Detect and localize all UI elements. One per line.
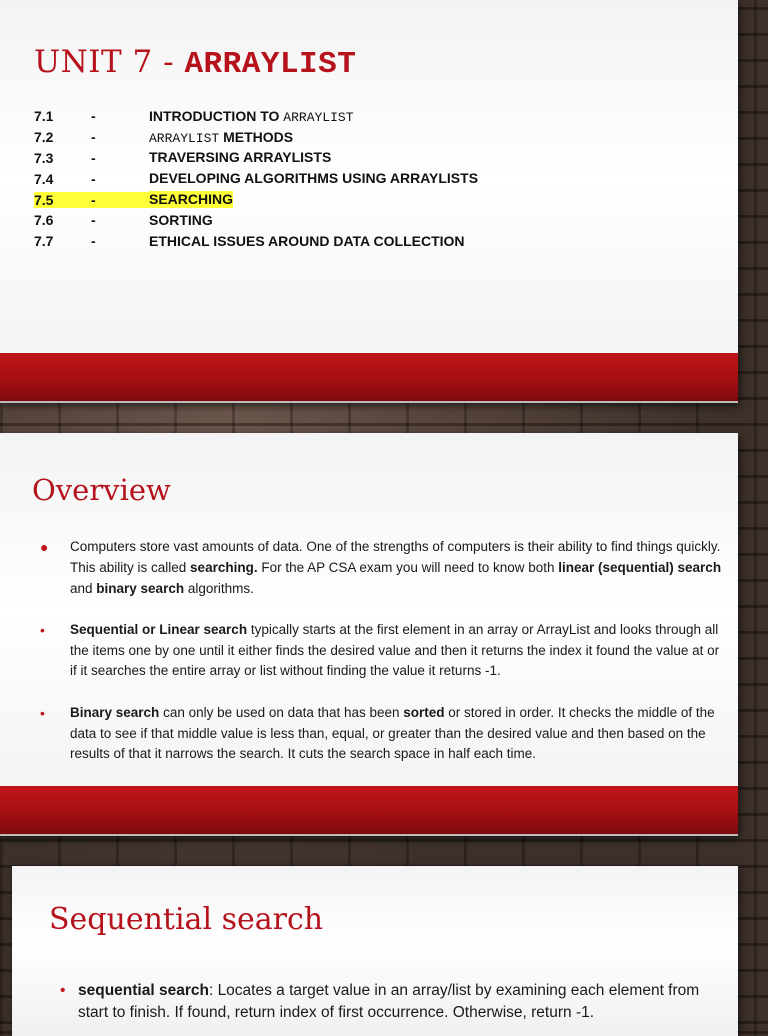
toc-label: DEVELOPING ALGORITHMS USING ARRAYLISTS — [149, 170, 479, 187]
toc-number: 7.1 — [34, 108, 54, 125]
toc-dash: - — [91, 129, 96, 146]
toc-dash: - — [91, 233, 96, 250]
toc-number: 7.7 — [34, 233, 54, 250]
toc-label: TRAVERSING ARRAYLISTS — [149, 149, 332, 166]
table-of-contents — [34, 106, 594, 252]
bullet-dot-icon: • — [40, 704, 45, 721]
red-footer-band — [0, 353, 738, 401]
toc-dash: - — [91, 170, 96, 187]
bullet-item: • sequential search: Locates a target value in an array/list by examining each element from start to finish. If found, return index of first occurrence. Otherwise, return -1. — [60, 982, 700, 1021]
toc-dash: - — [91, 108, 96, 125]
slide-overview — [0, 433, 738, 836]
toc-dash: - — [91, 192, 149, 208]
toc-dash: - — [91, 212, 96, 229]
toc-number: 7.3 — [34, 149, 54, 166]
red-footer-band — [0, 786, 738, 834]
toc-row-7-7 — [34, 231, 594, 252]
toc-row-7-4 — [34, 168, 594, 189]
toc-row-7-5-highlighted — [34, 189, 594, 210]
bullet-item: • Binary search can only be used on data that has been sorted or stored in order. It checks the middle of the data to see if that middle value is less than, equal, or greater than the desired value and then based on the results of that it narrows the search. It cuts the search space in half each time. — [40, 704, 715, 762]
slide-title: Overview — [32, 473, 171, 507]
toc-number: 7.6 — [34, 212, 54, 229]
toc-label: ETHICAL ISSUES AROUND DATA COLLECTION — [149, 232, 465, 249]
slide-unit7-title — [0, 0, 738, 403]
bullet-dot-icon: ● — [40, 539, 49, 555]
toc-row-7-3 — [34, 148, 594, 169]
bullet-item: ● Computers store vast amounts of data. One of the strengths of computers is their ability to find things quickly. This ability is called searching. For the AP CSA exam you will need to know both linear (sequential) search and binary search algorithms. — [40, 539, 722, 596]
bullet-dot-icon: • — [60, 982, 66, 999]
toc-label: SORTING — [149, 211, 213, 228]
bullet-list — [34, 537, 724, 786]
toc-dash: - — [91, 149, 96, 166]
toc-number: 7.4 — [34, 170, 54, 187]
toc-row-7-2 — [34, 127, 594, 148]
toc-label: SEARCHING — [149, 191, 234, 208]
bullet-dot-icon: • — [40, 621, 45, 638]
unit-title: UNIT 7 - ARRAYLIST — [34, 44, 357, 82]
toc-number: 7.2 — [34, 129, 54, 146]
toc-row-7-1 — [34, 106, 594, 127]
bullet-item: • Sequential or Linear search typically starts at the first element in an array or ArrayList and looks through all the items one by one until it either finds the desired value and then it returns the index it found the value at or if it searches the entire array or list without finding the value it returns -1. — [40, 621, 720, 679]
toc-row-7-6 — [34, 210, 594, 231]
bullet-list — [60, 980, 720, 1024]
slide-title: Sequential search — [49, 902, 324, 937]
toc-number: 7.5 — [34, 192, 91, 208]
toc-label: ARRAYLIST METHODS — [149, 128, 294, 146]
slide-sequential-search — [12, 866, 738, 1036]
toc-label: INTRODUCTION TO ARRAYLIST — [149, 107, 354, 125]
